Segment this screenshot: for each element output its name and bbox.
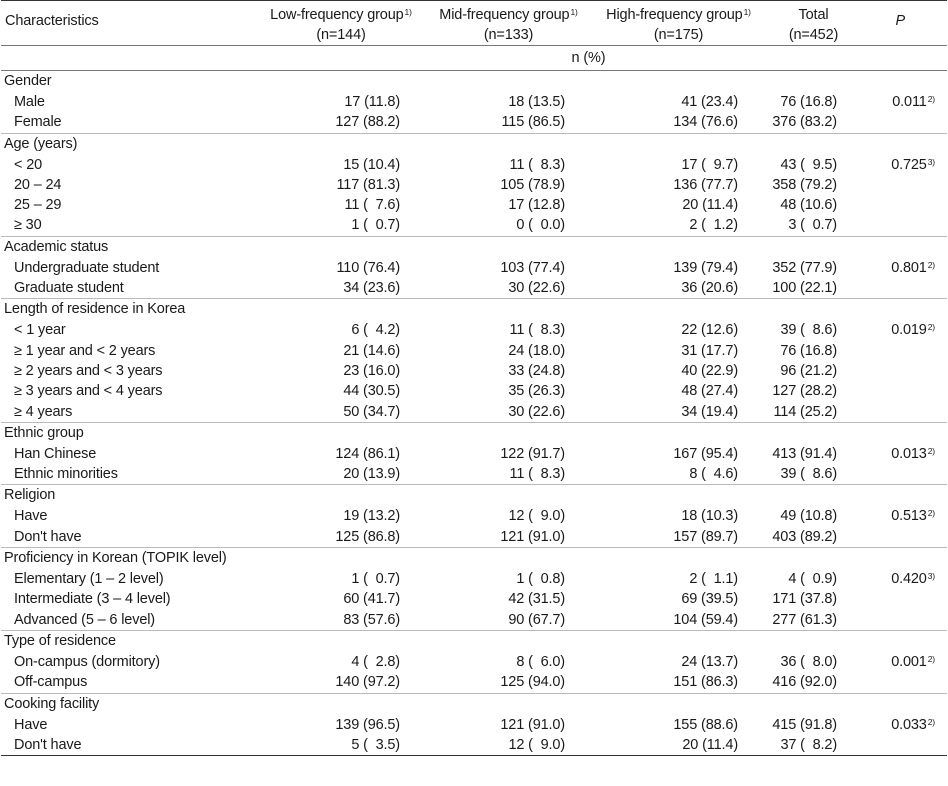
cell-p-value	[861, 155, 947, 175]
cell-high: 151 (86.3)	[673, 674, 738, 691]
p-value-footnote: 2)	[927, 445, 935, 456]
cell-p-value	[861, 652, 947, 672]
cell-p-value	[861, 361, 947, 381]
cell-mid: 11 ( 8.3)	[509, 156, 565, 173]
table-row	[1, 195, 947, 215]
cell-low: 125 (86.8)	[335, 528, 400, 545]
row-label: Off-campus	[14, 674, 88, 691]
cell-total: 43 ( 9.5)	[780, 156, 837, 173]
cell-low: 1 ( 0.7)	[351, 217, 400, 234]
cell-low: 83 (57.6)	[343, 611, 400, 628]
header-high-footnote: 1)	[743, 7, 751, 17]
header-characteristics: Characteristics	[1, 1, 256, 46]
cell-low: 127 (88.2)	[335, 114, 400, 131]
category-row	[1, 236, 947, 258]
table-row	[1, 112, 947, 133]
category-row	[1, 422, 947, 444]
p-value-text: 0.725	[891, 156, 927, 173]
table-body	[1, 71, 947, 756]
cell-p-value	[861, 381, 947, 401]
row-label: 25 – 29	[14, 197, 62, 214]
cell-mid: 17 (12.8)	[508, 197, 565, 214]
category-label: Length of residence in Korea	[1, 299, 947, 321]
p-value-text: 0.001	[891, 653, 927, 670]
category-row	[1, 133, 947, 155]
p-value-text: 0.019	[891, 322, 927, 339]
cell-p-value	[861, 278, 947, 299]
row-label: ≥ 4 years	[14, 403, 73, 420]
table-row	[1, 610, 947, 631]
cell-high: 167 (95.4)	[673, 445, 738, 462]
cell-high: 139 (79.4)	[673, 259, 738, 276]
cell-total: 171 (37.8)	[772, 591, 837, 608]
p-value-footnote: 2)	[927, 259, 935, 270]
header-row	[1, 1, 947, 46]
cell-low: 15 (10.4)	[343, 156, 400, 173]
p-value-text: 0.420	[891, 571, 927, 588]
cell-total: 76 (16.8)	[780, 94, 837, 110]
table-row	[1, 155, 947, 175]
table-row	[1, 258, 947, 278]
row-label: Have	[14, 716, 48, 733]
row-label: ≥ 2 years and < 3 years	[14, 362, 163, 379]
table-row	[1, 589, 947, 609]
category-row	[1, 485, 947, 507]
cell-p-value	[861, 506, 947, 526]
cell-low: 17 (11.8)	[344, 94, 400, 110]
cell-p-value	[861, 589, 947, 609]
header-mid-label: Mid-frequency group	[439, 7, 570, 23]
category-label: Academic status	[1, 236, 947, 258]
cell-p-value	[861, 672, 947, 693]
header-total-n: (n=452)	[788, 27, 839, 43]
header-high-label: High-frequency group	[606, 7, 743, 23]
cell-low: 6 ( 4.2)	[351, 322, 400, 339]
cell-high: 22 (12.6)	[681, 322, 738, 339]
cell-total: 100 (22.1)	[772, 280, 837, 297]
cell-total: 358 (79.2)	[772, 176, 837, 193]
cell-mid: 0 ( 0.0)	[516, 217, 565, 234]
category-label: Proficiency in Korean (TOPIK level)	[1, 548, 947, 570]
cell-low: 23 (16.0)	[343, 362, 400, 379]
cell-p-value	[861, 569, 947, 589]
cell-p-value	[861, 715, 947, 735]
cell-total: 49 (10.8)	[780, 508, 837, 525]
cell-low: 140 (97.2)	[335, 674, 400, 691]
cell-p-value	[861, 444, 947, 464]
cell-total: 416 (92.0)	[772, 674, 837, 691]
cell-low: 1 ( 0.7)	[351, 571, 400, 588]
table-row	[1, 320, 947, 340]
table-row	[1, 735, 947, 756]
cell-high: 24 (13.7)	[681, 653, 738, 670]
p-value-text: 0.513	[891, 508, 927, 525]
cell-mid: 12 ( 9.0)	[508, 508, 565, 525]
table-row	[1, 715, 947, 735]
cell-low: 139 (96.5)	[335, 716, 400, 733]
table-row	[1, 381, 947, 401]
table-row	[1, 402, 947, 423]
cell-high: 2 ( 1.1)	[689, 571, 738, 588]
category-row	[1, 299, 947, 321]
p-value-text: 0.013	[891, 445, 927, 462]
table-row	[1, 215, 947, 236]
cell-low: 110 (76.4)	[336, 259, 400, 276]
row-label: Elementary (1 – 2 level)	[14, 571, 164, 588]
table-row	[1, 506, 947, 526]
cell-total: 39 ( 8.6)	[780, 322, 837, 339]
category-row	[1, 693, 947, 715]
cell-low: 60 (41.7)	[343, 591, 400, 608]
p-value-footnote: 2)	[927, 653, 935, 664]
cell-p-value	[861, 258, 947, 278]
cell-p-value	[861, 735, 947, 756]
cell-high: 18 (10.3)	[681, 508, 738, 525]
cell-total: 127 (28.2)	[772, 383, 837, 400]
category-label: Religion	[1, 485, 947, 507]
cell-total: 415 (91.8)	[772, 716, 837, 733]
cell-high: 36 (20.6)	[681, 280, 738, 297]
header-low-frequency	[256, 1, 426, 46]
row-label: Han Chinese	[14, 445, 97, 462]
cell-high: 136 (77.7)	[673, 176, 738, 193]
cell-p-value	[861, 175, 947, 195]
category-label: Age (years)	[1, 133, 947, 155]
row-label: Undergraduate student	[14, 259, 160, 276]
table-row	[1, 569, 947, 589]
cell-total: 96 (21.2)	[780, 362, 837, 379]
table-row	[1, 652, 947, 672]
table-row	[1, 92, 947, 112]
cell-low: 20 (13.9)	[343, 466, 400, 483]
cell-p-value	[861, 112, 947, 133]
cell-total: 4 ( 0.9)	[788, 571, 837, 588]
unit-label: n (%)	[256, 46, 861, 71]
category-label: Type of residence	[1, 630, 947, 652]
cell-mid: 121 (91.0)	[500, 528, 565, 545]
cell-total: 36 ( 8.0)	[780, 653, 837, 670]
cell-high: 40 (22.9)	[681, 362, 738, 379]
cell-mid: 11 ( 8.3)	[509, 322, 565, 339]
cell-mid: 42 (31.5)	[508, 591, 565, 608]
cell-mid: 35 (26.3)	[508, 383, 565, 400]
data-table	[1, 0, 947, 756]
cell-mid: 30 (22.6)	[508, 403, 565, 420]
row-label: Male	[14, 94, 45, 110]
cell-total: 76 (16.8)	[780, 342, 837, 359]
table-row	[1, 175, 947, 195]
category-label: Cooking facility	[1, 693, 947, 715]
cell-p-value	[861, 195, 947, 215]
cell-p-value	[861, 92, 947, 112]
header-mid-frequency	[426, 1, 591, 46]
header-total-label: Total	[798, 7, 829, 23]
p-value-text: 0.033	[891, 716, 927, 733]
p-value-footnote: 3)	[927, 571, 935, 582]
cell-p-value	[861, 341, 947, 361]
cell-high: 155 (88.6)	[673, 716, 738, 733]
cell-high: 41 (23.4)	[681, 94, 738, 110]
cell-high: 157 (89.7)	[673, 528, 738, 545]
cell-high: 134 (76.6)	[673, 114, 738, 131]
cell-mid: 115 (86.5)	[501, 114, 565, 131]
cell-p-value	[861, 610, 947, 631]
cell-mid: 125 (94.0)	[500, 674, 565, 691]
cell-total: 413 (91.4)	[772, 445, 837, 462]
cell-mid: 33 (24.8)	[508, 362, 565, 379]
cell-high: 104 (59.4)	[673, 611, 738, 628]
row-label: ≥ 3 years and < 4 years	[14, 383, 163, 400]
unit-row	[1, 46, 947, 71]
cell-low: 21 (14.6)	[343, 342, 400, 359]
cell-p-value	[861, 320, 947, 340]
cell-p-value	[861, 527, 947, 548]
cell-high: 31 (17.7)	[681, 342, 738, 359]
cell-mid: 90 (67.7)	[508, 611, 565, 628]
cell-total: 114 (25.2)	[773, 403, 837, 420]
p-value-text: 0.801	[891, 259, 927, 276]
cell-high: 48 (27.4)	[681, 383, 738, 400]
cell-p-value	[861, 402, 947, 423]
cell-total: 403 (89.2)	[772, 528, 837, 545]
cell-low: 19 (13.2)	[343, 508, 400, 525]
header-mid-n: (n=133)	[483, 27, 534, 43]
category-label: Ethnic group	[1, 422, 947, 444]
header-low-footnote: 1)	[404, 7, 412, 17]
cell-total: 376 (83.2)	[772, 114, 837, 131]
cell-mid: 18 (13.5)	[508, 94, 565, 110]
cell-p-value	[861, 464, 947, 485]
row-label: Intermediate (3 – 4 level)	[14, 591, 171, 608]
cell-high: 20 (11.4)	[682, 197, 738, 214]
row-label: < 1 year	[14, 322, 66, 339]
table-row	[1, 341, 947, 361]
row-label: Female	[14, 114, 62, 131]
table-row	[1, 527, 947, 548]
row-label: Advanced (5 – 6 level)	[14, 611, 155, 628]
cell-high: 17 ( 9.7)	[681, 156, 738, 173]
cell-low: 5 ( 3.5)	[256, 735, 426, 756]
cell-total: 37 ( 8.2)	[766, 735, 861, 756]
p-value-footnote: 2)	[927, 508, 935, 519]
cell-high: 2 ( 1.2)	[689, 217, 738, 234]
cell-low: 34 (23.6)	[343, 280, 400, 297]
row-label: ≥ 1 year and < 2 years	[14, 342, 156, 359]
cell-mid: 30 (22.6)	[508, 280, 565, 297]
table-row	[1, 361, 947, 381]
cell-mid: 105 (78.9)	[500, 176, 565, 193]
cell-low: 50 (34.7)	[343, 403, 400, 420]
cell-mid: 121 (91.0)	[500, 716, 565, 733]
header-total	[766, 1, 861, 46]
cell-mid: 8 ( 6.0)	[516, 653, 565, 670]
cell-total: 352 (77.9)	[772, 259, 837, 276]
table-row	[1, 464, 947, 485]
row-label: Ethnic minorities	[14, 466, 118, 483]
p-value-footnote: 2)	[927, 322, 935, 333]
cell-mid: 122 (91.7)	[500, 445, 565, 462]
cell-mid: 24 (18.0)	[508, 342, 565, 359]
cell-high: 20 (11.4)	[591, 735, 766, 756]
p-value-footnote: 3)	[927, 156, 935, 167]
row-label: 20 – 24	[14, 176, 62, 193]
header-low-n: (n=144)	[316, 27, 366, 43]
row-label: Don't have	[14, 528, 82, 545]
category-row	[1, 548, 947, 570]
row-label: Don't have	[1, 735, 256, 756]
cell-mid: 103 (77.4)	[500, 259, 565, 276]
row-label: On-campus (dormitory)	[14, 653, 160, 670]
table-row	[1, 672, 947, 693]
p-value-footnote: 2)	[927, 716, 935, 727]
category-row	[1, 630, 947, 652]
header-low-label: Low-frequency group	[270, 7, 404, 23]
cell-high: 69 (39.5)	[681, 591, 738, 608]
category-row	[1, 71, 947, 93]
cell-mid: 11 ( 8.3)	[509, 466, 565, 483]
cell-high: 34 (19.4)	[681, 403, 738, 420]
cell-low: 4 ( 2.8)	[351, 653, 400, 670]
cell-total: 39 ( 8.6)	[780, 466, 837, 483]
cell-total: 3 ( 0.7)	[788, 217, 837, 234]
cell-total: 277 (61.3)	[772, 611, 837, 628]
cell-low: 44 (30.5)	[343, 383, 400, 400]
header-high-frequency	[591, 1, 766, 46]
row-label: Graduate student	[14, 280, 124, 297]
row-label: < 20	[14, 156, 43, 173]
cell-low: 117 (81.3)	[336, 176, 400, 193]
cell-low: 11 ( 7.6)	[344, 197, 400, 214]
row-label: Have	[14, 508, 48, 525]
p-value-footnote: 2)	[927, 94, 935, 104]
header-mid-footnote: 1)	[570, 7, 578, 17]
cell-high: 8 ( 4.6)	[689, 466, 738, 483]
cell-p-value	[861, 215, 947, 236]
category-label: Gender	[4, 73, 52, 89]
table-row	[1, 278, 947, 299]
header-high-n: (n=175)	[653, 27, 704, 43]
cell-low: 124 (86.1)	[335, 445, 400, 462]
header-p-value: P	[861, 1, 947, 46]
cell-mid: 1 ( 0.8)	[516, 571, 565, 588]
p-value-text: 0.011	[892, 94, 927, 110]
row-label: ≥ 30	[14, 217, 42, 234]
cell-mid: 12 ( 9.0)	[426, 735, 591, 756]
cell-total: 48 (10.6)	[780, 197, 837, 214]
table-row	[1, 444, 947, 464]
